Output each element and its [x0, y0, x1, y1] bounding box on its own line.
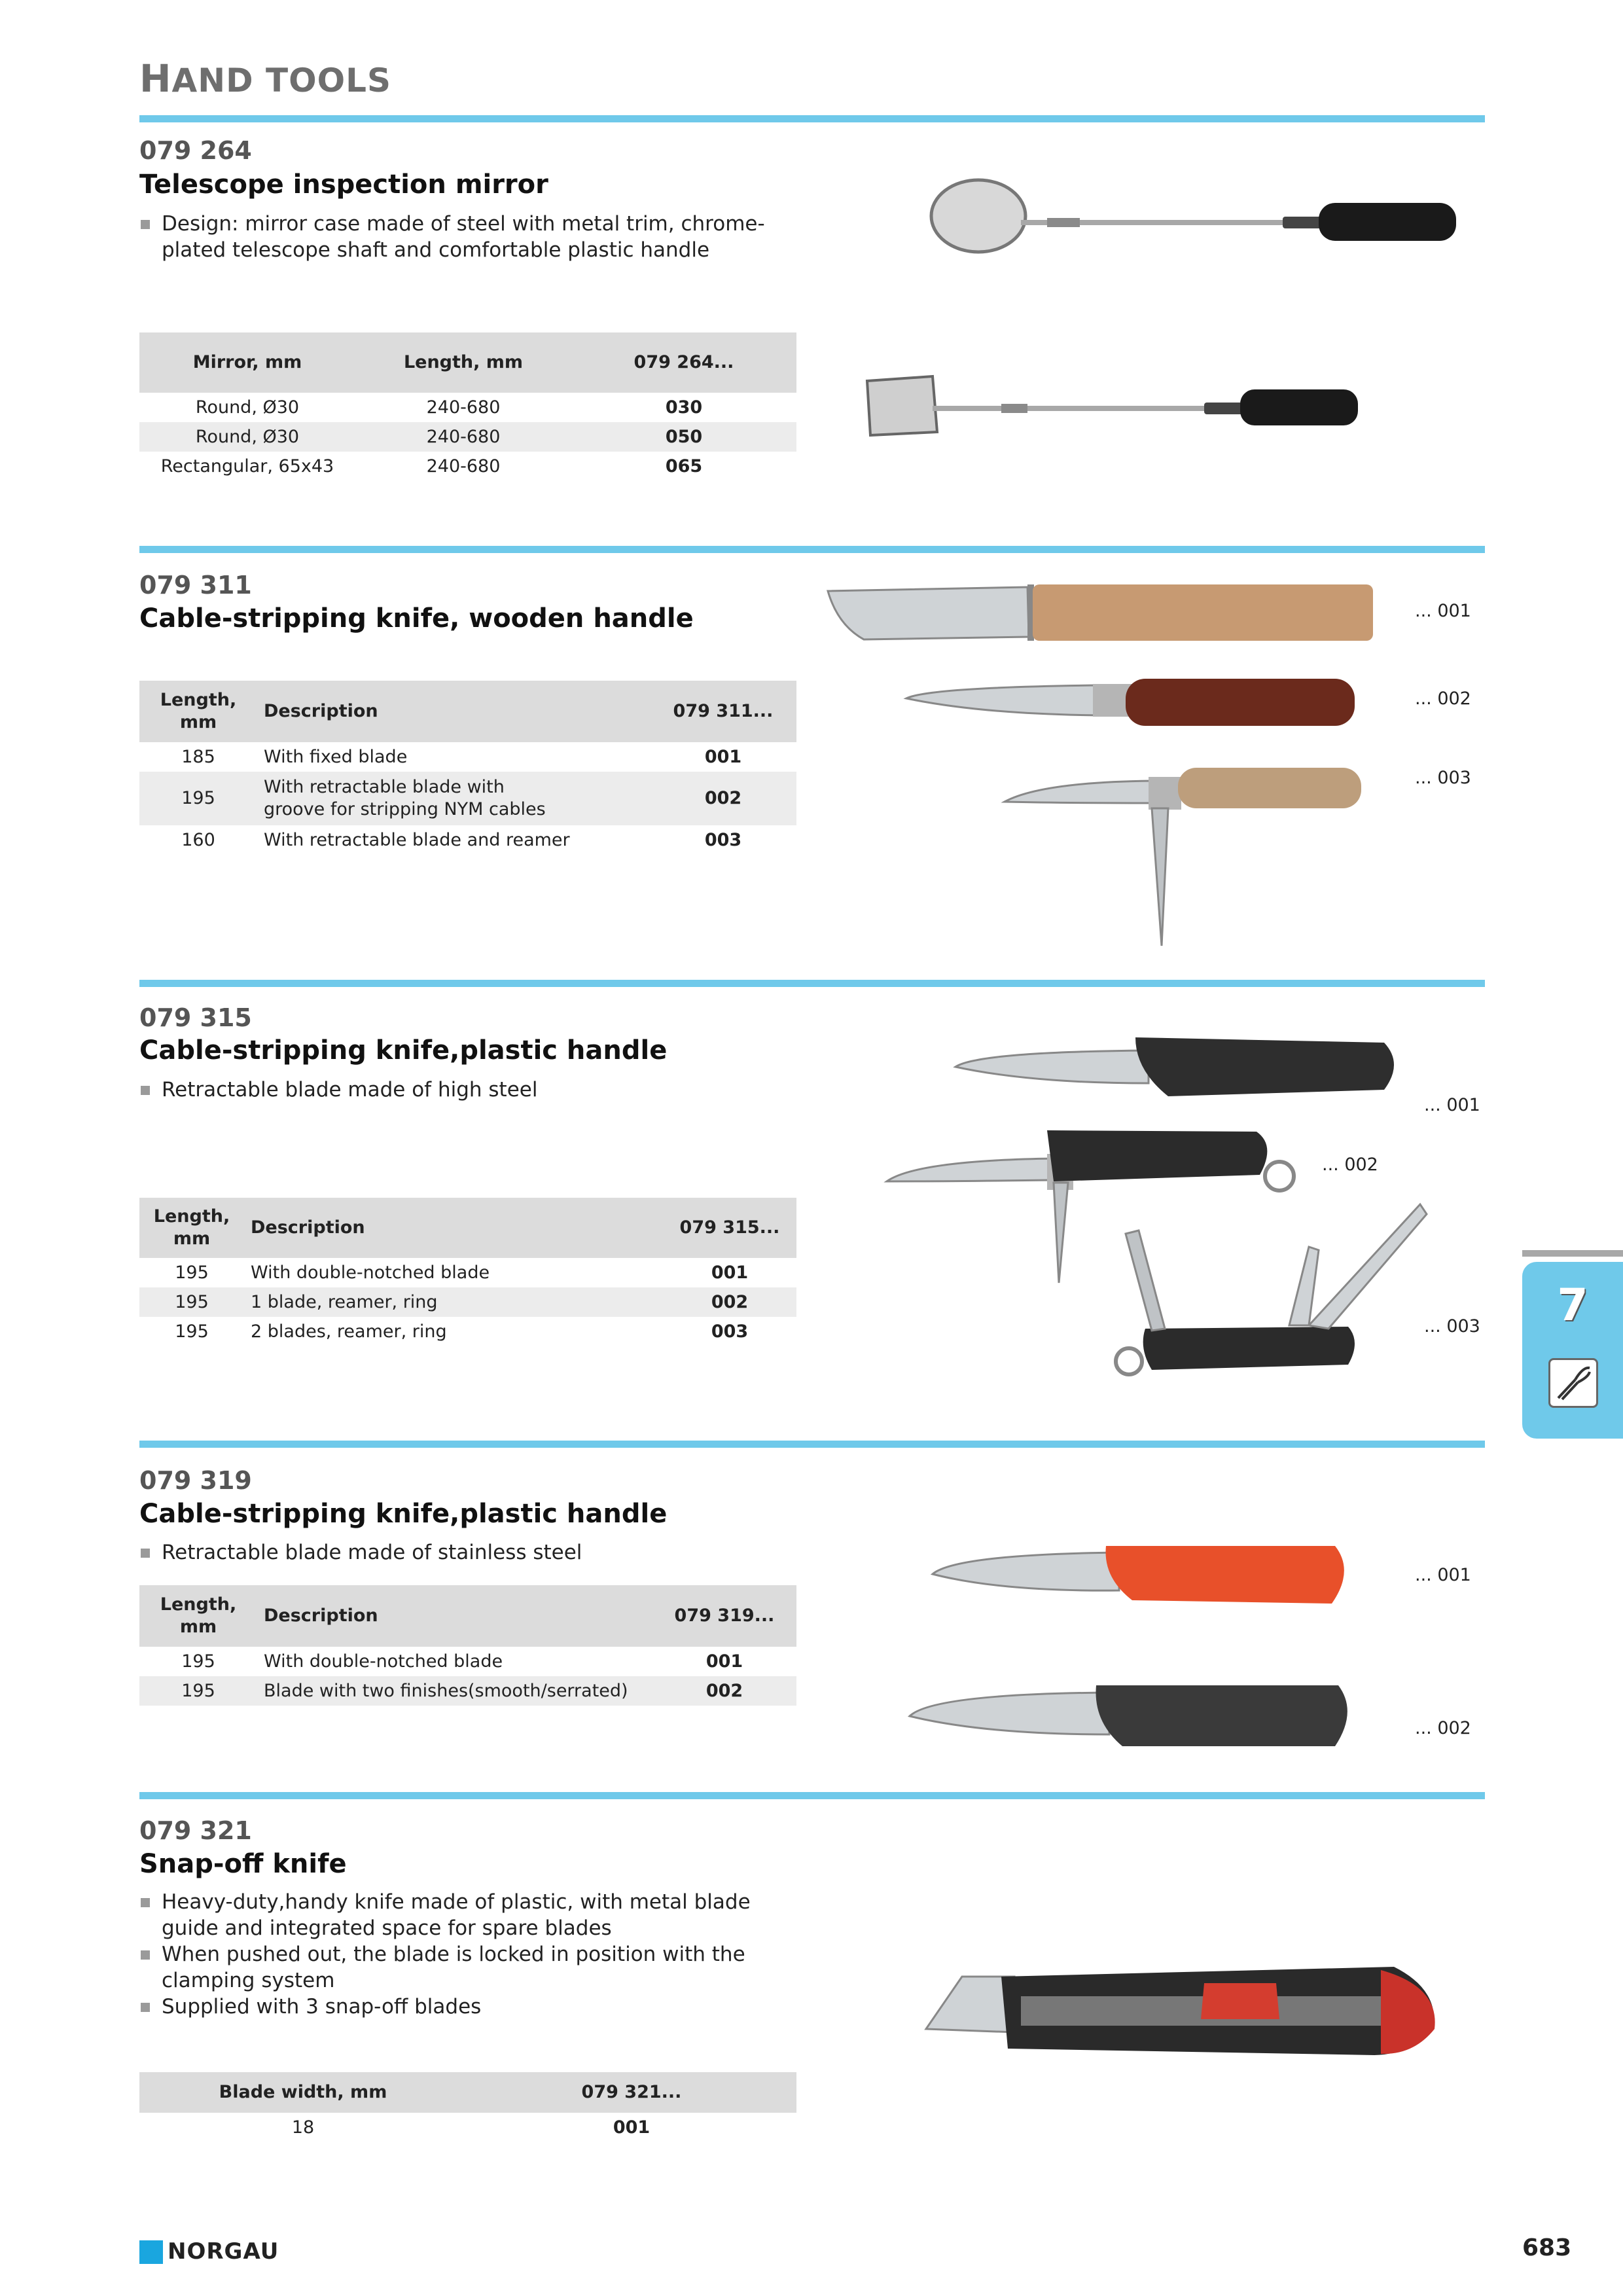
product-sku: 079 319 — [139, 1466, 252, 1495]
feature-item: When pushed out, the blade is locked in position with the clamping system — [139, 1941, 807, 1994]
variant-label: ... 001 — [1415, 601, 1471, 621]
chapter-tab-divider — [1522, 1250, 1623, 1257]
col-header: 079 311... — [650, 681, 796, 742]
reamer-knife-image — [1001, 762, 1368, 949]
table-row — [139, 825, 796, 855]
col-header: Mirror, mm — [139, 332, 355, 393]
grey-knife-image — [906, 1669, 1364, 1754]
product-title: Snap-off knife — [139, 1849, 347, 1879]
retractable-blade-knife-image — [903, 671, 1368, 730]
col-header: Description — [257, 1585, 652, 1647]
table-cell: With fixed blade — [264, 746, 408, 767]
table-cell: Round, Ø30 — [139, 422, 355, 452]
article-code: 030 — [665, 397, 703, 418]
table-cell: Rectangular, 65x43 — [160, 456, 334, 476]
spec-table — [139, 332, 796, 481]
article-code: 002 — [663, 1287, 796, 1317]
table-cell: With double-notched blade — [251, 1262, 490, 1283]
col-header: Length, mm — [355, 332, 571, 393]
section-divider — [139, 980, 1485, 987]
spec-table — [139, 1585, 796, 1706]
product-title: Cable-stripping knife, wooden handle — [139, 603, 694, 634]
spec-table — [139, 2072, 796, 2142]
table-row — [139, 1287, 796, 1317]
feature-item: Heavy-duty,handy knife made of plastic, with metal blade guide and integrated space for spare blades — [139, 1889, 807, 1941]
orange-knife-image — [929, 1532, 1361, 1610]
col-header: Blade width, mm — [139, 2072, 467, 2113]
section-divider — [139, 1441, 1485, 1448]
table-cell: 185 — [181, 746, 215, 767]
product-title: Telescope inspection mirror — [139, 170, 548, 200]
variant-label: ... 001 — [1415, 1565, 1471, 1585]
page-number: 683 — [1522, 2234, 1572, 2261]
article-code: 050 — [571, 422, 796, 452]
snap-off-knife-image — [923, 1957, 1446, 2075]
brand-logo-icon — [139, 2240, 163, 2264]
table-cell: 195 — [139, 772, 257, 825]
article-code: 001 — [705, 1651, 743, 1672]
table-cell: 195 — [181, 1651, 215, 1672]
chapter-number: 7 — [1557, 1280, 1588, 1331]
product-sku: 079 264 — [139, 136, 252, 165]
col-header: Description — [244, 1198, 663, 1258]
table-row — [139, 1258, 796, 1287]
table-cell: 160 — [181, 829, 215, 850]
table-cell: 2 blades, reamer, ring — [251, 1321, 447, 1342]
col-header: Length, mm — [139, 681, 257, 742]
col-header: Length, mm — [139, 1585, 257, 1647]
col-header: Length, mm — [139, 1198, 244, 1258]
article-code: 003 — [711, 1321, 749, 1342]
table-row — [139, 772, 796, 825]
fixed-blade-knife-image — [825, 579, 1381, 651]
double-notched-knife-image — [952, 1031, 1404, 1103]
variant-label: ... 001 — [1424, 1095, 1480, 1115]
table-cell: 1 blade, reamer, ring — [244, 1287, 663, 1317]
col-header: 079 319... — [652, 1585, 796, 1647]
table-row — [139, 1317, 796, 1346]
variant-label: ... 003 — [1424, 1316, 1480, 1336]
table-cell: 195 — [175, 1262, 209, 1283]
product-sku: 079 321 — [139, 1816, 252, 1845]
rectangular-mirror-image — [864, 373, 1407, 458]
table-cell: With retractable blade and reamer — [264, 829, 570, 850]
article-code: 065 — [665, 456, 703, 476]
feature-item: Design: mirror case made of steel with metal trim, chrome-plated telescope shaft and comfortable plastic handle — [139, 211, 794, 263]
feature-list — [139, 1539, 794, 1566]
variant-label: ... 002 — [1322, 1155, 1378, 1175]
table-cell: Round, Ø30 — [195, 397, 300, 418]
table-row — [139, 2113, 796, 2142]
brand-name: NORGAU — [168, 2238, 279, 2265]
product-title: Cable-stripping knife,plastic handle — [139, 1499, 668, 1529]
spec-table — [139, 1198, 796, 1346]
variant-label: ... 002 — [1415, 1718, 1471, 1738]
col-header: 079 315... — [663, 1198, 796, 1258]
feature-item: Retractable blade made of high steel — [139, 1077, 794, 1103]
product-sku: 079 311 — [139, 571, 252, 600]
variant-label: ... 003 — [1415, 768, 1471, 788]
section-divider — [139, 546, 1485, 553]
table-cell: 195 — [175, 1321, 209, 1342]
two-blade-knife-image — [1113, 1201, 1433, 1378]
section-divider — [139, 1792, 1485, 1799]
table-row — [139, 452, 796, 481]
article-code: 002 — [652, 1676, 796, 1706]
article-code: 002 — [650, 772, 796, 825]
feature-list — [139, 211, 794, 263]
variant-label: ... 002 — [1415, 689, 1471, 709]
table-cell: 18 — [291, 2117, 315, 2138]
table-row — [139, 742, 796, 772]
feature-item: Retractable blade made of stainless steel — [139, 1539, 794, 1566]
article-code: 001 — [704, 746, 742, 767]
table-row — [139, 1647, 796, 1676]
col-header: Description — [257, 681, 650, 742]
article-code: 001 — [711, 1262, 749, 1283]
table-cell: 195 — [139, 1676, 257, 1706]
table-cell: Blade with two finishes(smooth/serrated) — [257, 1676, 652, 1706]
round-mirror-image — [929, 177, 1472, 275]
product-sku: 079 315 — [139, 1003, 252, 1032]
page-title: HAND TOOLS — [139, 56, 391, 101]
table-cell: With double-notched blade — [264, 1651, 503, 1672]
table-cell: 240-680 — [426, 456, 501, 476]
table-cell: 240-680 — [426, 397, 501, 418]
table-cell: 240-680 — [355, 422, 571, 452]
table-cell: With retractable blade with groove for stripping NYM cables — [257, 772, 650, 825]
table-row — [139, 393, 796, 422]
pliers-icon — [1548, 1358, 1598, 1408]
article-code: 003 — [704, 829, 742, 850]
article-code: 001 — [613, 2117, 651, 2138]
col-header: 079 264... — [571, 332, 796, 393]
table-row — [139, 422, 796, 452]
table-cell: 195 — [139, 1287, 244, 1317]
col-header: 079 321... — [467, 2072, 796, 2113]
spec-table — [139, 681, 796, 855]
section-divider — [139, 115, 1485, 122]
feature-list — [139, 1889, 807, 2020]
table-row — [139, 1676, 796, 1706]
feature-list — [139, 1077, 794, 1103]
product-title: Cable-stripping knife,plastic handle — [139, 1035, 668, 1066]
feature-item: Supplied with 3 snap-off blades — [139, 1994, 807, 2020]
